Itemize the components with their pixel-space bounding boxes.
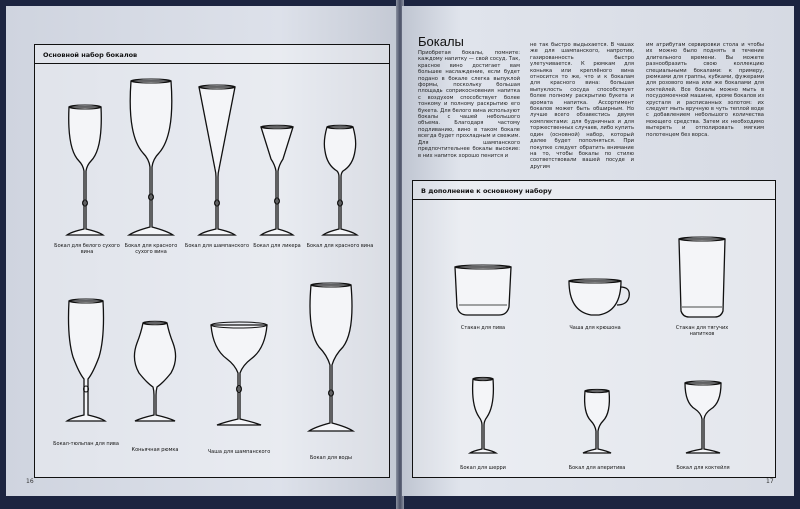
page-number-right: 17 <box>766 478 774 485</box>
liqueur-glass-illustration <box>257 123 297 241</box>
white-wine-glass-illustration <box>63 101 107 241</box>
caption-water: Бокал для воды <box>309 455 353 461</box>
aperitif-glass-illustration <box>579 387 615 459</box>
caption-sherry: Бокал для шерри <box>460 465 506 471</box>
additional-set-box <box>412 180 776 478</box>
box-title-rule <box>35 63 389 64</box>
additional-set-title: В дополнение к основному набору <box>421 187 552 195</box>
caption-red-dry-wine: Бокал для красного сухого вина <box>124 243 178 255</box>
caption-red-wine: Бокал для красного вина <box>306 243 374 249</box>
page-heading: Бокалы <box>418 34 464 49</box>
caption-tumbler: Стакан для тягучих напитков <box>675 325 729 337</box>
cocktail-glass-illustration <box>681 379 725 459</box>
basic-set-title: Основной набор бокалов <box>43 51 138 59</box>
caption-beer-glass: Стакан для пива <box>460 325 506 331</box>
caption-beer-tulip: Бокал-тюльпан для пива <box>53 441 119 447</box>
caption-champagne: Бокал для шампанского <box>184 243 250 249</box>
caption-liqueur: Бокал для ликера <box>253 243 301 249</box>
page-number-left: 16 <box>26 478 34 485</box>
beer-glass-illustration <box>451 263 515 319</box>
caption-cocktail: Бокал для коктейля <box>676 465 730 471</box>
cognac-glass-illustration <box>129 319 181 427</box>
champagne-coupe-illustration <box>207 319 271 431</box>
champagne-flute-illustration <box>195 83 239 241</box>
left-page <box>6 6 398 496</box>
caption-white-wine: Бокал для белого сухого вина <box>54 243 120 255</box>
text-column-1: Приобретая бокалы, помните: каждому напитку — свой сосуд. Так, красное вино достигает вам большее наслаждение, если будет подано в бокале слегка выпуклой формы, поскольку большая площадь соприкосновения напитка с воздухом способствует более тонкому и полному раскрытию его букета. Для белого вина используют бокалы с чашей небольшого объема. Благодаря частому подливанию, вино в таком бокале всегда будет прохладным и свежим. Для шампанского предпочтительнее бокалы высокие: в них напиток хорошо пенится и <box>418 50 520 159</box>
text-column-2: не так быстро выдыхается. В чашах же для шампанского, напротив, газированность быстро улетучивается. К рюмкам для коньяка или креплёного вина относится то же, что и к бокалам для красного вина: большая выпуклость сосуда способствует более полному раскрытию букета и аромата напитка. Ассортимент бокалов может быть обширным. Но лучше всего обзавестись двумя комплектами: для будничных и для торжественных случаев, либо купить один (основной) набор, который далее будет пополняться. При покупке следует обратить внимание на то, чтобы бокалы по стилю соответствовали вашей посуде и другим <box>530 42 634 170</box>
punch-cup-illustration <box>565 277 633 319</box>
caption-champagne-coupe: Чаша для шампанского <box>207 449 271 455</box>
caption-cognac: Коньячная рюмка <box>131 447 179 453</box>
box-title-rule-right <box>413 199 775 200</box>
water-glass-illustration <box>305 281 357 437</box>
basic-set-box <box>34 44 390 478</box>
beer-tulip-illustration <box>63 297 109 427</box>
tumbler-glass-illustration <box>675 235 729 321</box>
red-wine-glass-illustration <box>125 75 177 240</box>
right-page <box>402 6 794 496</box>
caption-aperitif: Бокал для аперитива <box>568 465 626 471</box>
text-column-3: им атрибутам сервировки стола и чтобы их можно было поднять в течение длительного времени. Вы можете разнообразить свою коллекцию специальными бокалами: к примеру, рюмками для граппы, кубками, фужерами для розового вина или же бокалами для коктейлей. Все бокалы можно мыть в посудомоечной машине, кроме бокалов из хрусталя и расписанных золотом: их следует мыть вручную в чуть теплой воде с добавлением небольшого количества моющего средства. Затем их необходимо вытереть и отполировать мягким полотенцем без ворса. <box>646 42 764 138</box>
red-wine-snifter-illustration <box>319 123 361 241</box>
sherry-glass-illustration <box>467 375 499 459</box>
caption-punch-cup: Чаша для крюшона <box>569 325 621 331</box>
